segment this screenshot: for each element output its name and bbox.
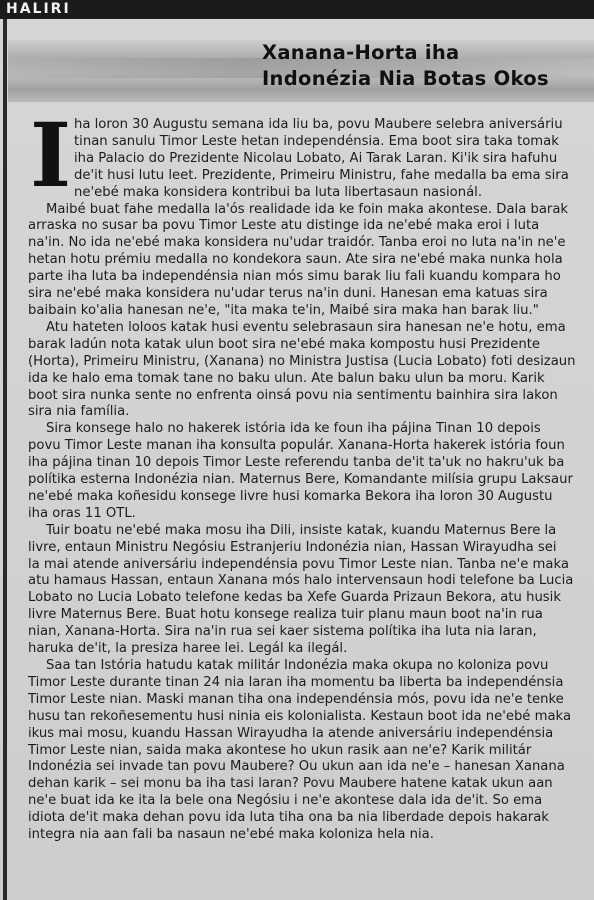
section-header-bar [0, 0, 594, 19]
drop-cap: I [30, 103, 72, 207]
article-line: parte iha luta ba independénsia nian mós simu barak liu fali kuandu kompara ho [28, 269, 561, 285]
article-line: haruka de'it, la presiza haree lei. Legál ka ilegál. [28, 641, 348, 657]
article-line: na'in. No ida ne'ebé maka konsidera nu'udar traidór. Tanba eroi no luta na'in ne'e [28, 235, 566, 251]
article-line: de'it husi lutu leet. Prezidente, Primeiru Ministru, fahe medalla ba ema sira [74, 167, 569, 183]
article-line: husu tan rekoñesementu husi ninia eis kolonialista. Kestaun boot ida ne'ebé maka [28, 708, 572, 724]
article-line: Saa tan Istória hatudu katak militár Indonézia maka okupa no koloniza povu [46, 658, 549, 673]
article-line: iha pájina tinan 10 depois Timor Leste referendu tanba de'it ta'uk no hakru'uk ba [28, 455, 565, 471]
section-label: HALIRI [6, 1, 71, 17]
article-line: Maibé buat fahe medalla la'ós realidade ida ke foin maka akontese. Dala barak [46, 201, 569, 217]
article-line: tinan sanulu Timor Leste hetan independénsia. Ema boot sira taka tomak [74, 133, 559, 149]
article-line: ne'ebé maka konsidera kontribui ba luta libertasaun nasionál. [74, 184, 483, 200]
article-body [28, 103, 588, 844]
article-line: Sira konsege halo no hakerek istória ida ke foun iha pájina Tinan 10 depois [46, 421, 541, 437]
article-line: Atu hateten loloos katak husi eventu selebrasaun sira hanesan ne'e hotu, ema [46, 319, 566, 335]
article-line: Timor Leste nian, saida maka akontese ho ukun rasik aan ne'e? Karik militár [28, 742, 532, 758]
article-line: ha loron 30 Augustu semana ida liu ba, povu Maubere selebra aniversáriu [74, 117, 563, 132]
article-line: Tuir boatu ne'ebé maka mosu iha Dili, insiste katak, kuandu Maternus Bere la [46, 522, 557, 538]
article-line: barak ladún nota katak ulun boot sira ne'ebé maka kompostu husi Prezidente [28, 336, 540, 352]
article-line: atu hamaus Hassan, entaun Xanana mós halo intervensaun hodi telefone ba Lucia [28, 573, 574, 589]
article-line: integra nia aan fali ba nasaun ne'ebé maka koloniza hela nia. [28, 827, 434, 843]
article-line: idiota de'it maka dehan povu ida luta tiha ona ba nia liberdade depois hakarak [28, 810, 549, 826]
article-line: arraska no susar ba povu Timor Leste atu distinge ida ne'ebé maka eroi i luta [28, 218, 540, 234]
article-line: Timor Leste durante tinan 24 nia laran iha momentu ba liberta ba independénsia [28, 674, 564, 690]
article-line: dehan karik – sei monu ba iha tasi laran? Povu Maubere hatene katak ukun aan [28, 776, 553, 792]
headline-line-2: Indonézia Nia Botas Okos [262, 67, 549, 90]
article-line: nian, Xanana-Horta. Sira na'in rua sei kaer sistema polítika iha luta nia laran, [28, 624, 537, 640]
article-line: hetan hotu prémiu medalla no kondekora saun. Ate sira ne'ebé maka nunka hola [28, 252, 563, 268]
article-line: ida ke halo ema tomak tane no baku ulun. Ate balun baku ulun ba moru. Karik [28, 370, 545, 386]
article-line: la mai atende aniversáriu independénsia povu Timor Leste nian. Tanba ne'e maka [28, 556, 569, 572]
article-line: baibain ko'alia hanesan ne'e, "ita maka te'in, Maibé sira maka han barak liu." [28, 302, 539, 318]
article-line: Timor Leste nian. Maski manan tiha ona independénsia mós, povu ida ne'e tenke [28, 691, 564, 707]
article-line: Lobato no Lucia Lobato telefone kedas ba Xefe Guarda Prizaun Bekora, atu husik [28, 590, 561, 606]
article-line: ikus mai mosu, kuandu Hassan Wirayudha la atende aniversáriu independénsia [28, 725, 554, 741]
article-line: iha Palacio do Prezidente Nicolau Lobato, Ai Tarak Laran. Ki'ik sira hafuhu [74, 150, 558, 166]
left-column-rule [3, 19, 7, 900]
article-headline [262, 40, 582, 92]
article-line: ne'e buat ida ke ita la bele ona Negósiu i ne'e akontese dala ida de'it. So ema [28, 793, 543, 809]
article-line: livre Maternus Bere. Buat hotu konsege realiza tuir planu maun boot na'in rua [28, 607, 543, 623]
article-line: iha oras 11 OTL. [28, 505, 136, 521]
article-line: povu Timor Leste manan iha konsulta populár. Xanana-Horta hakerek istória foun [28, 438, 565, 454]
article-line: (Horta), Primeiru Ministru, (Xanana) no Ministra Justisa (Lucia Lobato) foti desizaun [28, 353, 576, 369]
article-line: boot sira nunka sente no enfrenta oinsá povu nia sentimentu bainhira sira lakon [28, 387, 558, 403]
article-line: polítika esterna Indonézia nian. Maternus Bere, Komandante milísia grupu Laksaur [28, 472, 573, 488]
article-line: Indonézia sei invade tan povu Maubere? Ou ukun aan ida ne'e – hanesan Xanana [28, 759, 565, 775]
article-line: sira nia família. [28, 404, 130, 420]
article-line: ne'ebé maka koñesidu konsege livre husi komarka Bekora iha loron 30 Augustu [28, 488, 553, 504]
headline-line-1: Xanana-Horta iha [262, 41, 460, 64]
article-line: livre, entaun Ministru Negósiu Estranjeriu Indonézia nian, Hassan Wirayudha sei [28, 539, 557, 555]
article-line: sira ne'ebé maka konsidera nu'udar terus na'in duni. Hanesan ema katuas sira [28, 286, 548, 302]
